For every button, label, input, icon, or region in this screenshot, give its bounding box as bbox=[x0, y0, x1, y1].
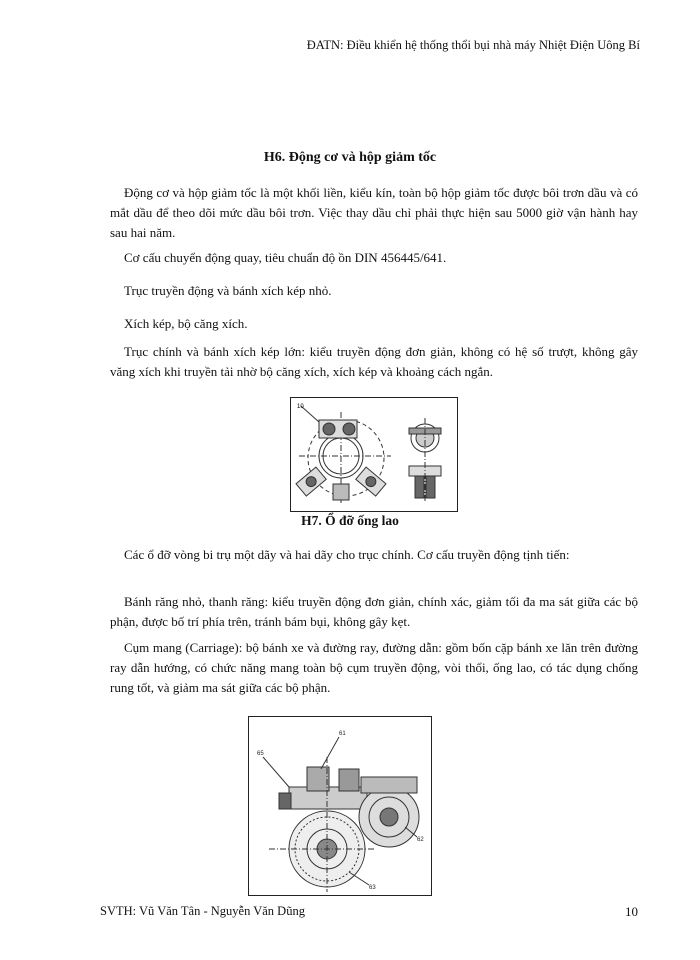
paragraph-rotation-mechanism: Cơ cấu chuyển động quay, tiêu chuẩn độ ồn DIN 456445/641. bbox=[124, 250, 447, 265]
footer-author: SVTH: Vũ Văn Tân - Nguyễn Văn Dũng bbox=[100, 904, 305, 918]
figure2-label-65: 65 bbox=[257, 751, 264, 757]
gearbox-assembly-drawing bbox=[249, 717, 431, 895]
paragraph-gear-rack: Bánh răng nhỏ, thanh răng: kiểu truyền động đơn giản, chính xác, giảm tối đa ma sát giữa các bộ phận, được bố trí phía trên, tránh bám bụi, không gây kẹt. bbox=[110, 594, 638, 629]
figure1-label: 10 bbox=[297, 404, 304, 410]
lance-bearing-drawing bbox=[291, 398, 457, 511]
figure-caption-lance-bearing: H7. Ổ đỡ ống lao bbox=[301, 513, 399, 528]
footer-page-number: 10 bbox=[625, 904, 638, 919]
paragraph-motor-gearbox: Động cơ và hộp giảm tốc là một khối liền, kiểu kín, toàn bộ hộp giảm tốc được bôi trơn dầu và có mắt dầu để theo dõi mức dầu bôi trơn. Việc thay dầu chỉ phải thực hiện sau 5000 giờ vận hành hay sau hai năm. bbox=[110, 185, 638, 240]
page-header: ĐATN: Điều khiển hệ thống thổi bụi nhà máy Nhiệt Điện Uông Bí bbox=[306, 38, 640, 52]
paragraph-carriage: Cụm mang (Carriage): bộ bánh xe và đường ray, đường dẫn: gồm bốn cặp bánh xe lăn trên đường ray dẫn hướng, có chức năng mang toàn bộ cụm truyền động, vòi thổi, ống lao, có tác dụng chống rung tốt, và giảm ma sát giữa các bộ phận. bbox=[110, 640, 638, 695]
paragraph-main-shaft: Trục chính và bánh xích kép lớn: kiểu truyền động đơn giản, không có hệ số trượt, không gây văng xích khi truyền tải nhờ bộ căng xích, xích kép và khoảng cách ngắn. bbox=[110, 344, 638, 379]
paragraph-double-chain: Xích kép, bộ căng xích. bbox=[124, 316, 248, 331]
figure2-label-63: 63 bbox=[369, 885, 376, 891]
paragraph-bearings: Các ổ đỡ vòng bi trụ một dãy và hai dãy cho trục chính. Cơ cấu truyền động tịnh tiến: bbox=[124, 547, 570, 562]
paragraph-drive-shaft: Trục truyền động và bánh xích kép nhỏ. bbox=[124, 283, 332, 298]
section-title: H6. Động cơ và hộp giảm tốc bbox=[263, 150, 437, 165]
figure2-label-62: 62 bbox=[417, 837, 424, 843]
figure2-label-61: 61 bbox=[339, 731, 346, 737]
figure-lance-bearing bbox=[290, 397, 458, 512]
figure-gearbox-assembly bbox=[248, 716, 432, 896]
